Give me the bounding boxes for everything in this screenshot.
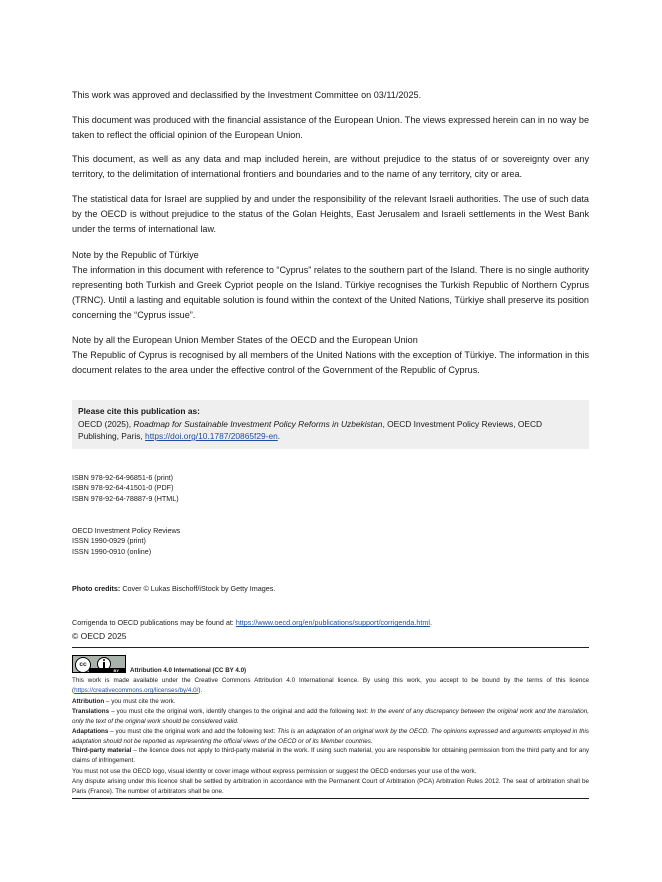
- adaptations-italic: This is an adaptation of an original work by the OECD. The opinions expressed and arguments employed in this adaptation should not be reported as representing the official views of the OECD or of its Member countries.: [72, 728, 589, 745]
- license-intro-text: This work is made available under the Creative Commons Attribution 4.0 International licence. By using this work, you accept to be bound by the terms of this licence (: [72, 677, 589, 694]
- citation-doi-link[interactable]: https://doi.org/10.1787/20865f29-en: [145, 431, 278, 441]
- citation-heading: Please cite this publication as:: [78, 406, 200, 416]
- turkiye-note-heading: Note by the Republic of Türkiye: [72, 250, 199, 260]
- cc-by-badge-icon: [72, 655, 126, 673]
- license-adaptations: [72, 727, 589, 747]
- citation-title: Roadmap for Sustainable Investment Policy Reforms in Uzbekistan: [133, 418, 383, 429]
- license-title: Attribution 4.0 International (CC BY 4.0): [130, 667, 247, 674]
- series-block: [72, 526, 180, 557]
- approval-statement: This work was approved and declassified by the Investment Committee on 03/11/2025.: [72, 90, 422, 100]
- issn-online: ISSN 1990-0910 (online): [72, 546, 152, 556]
- photo-credits-text: Cover © Lukas Bischoff/iStock by Getty Images.: [120, 584, 276, 593]
- citation-box: [72, 400, 589, 449]
- isbn-block: [72, 473, 179, 504]
- adaptations-label: Adaptations: [72, 728, 109, 735]
- translations-italic: In the event of any discrepancy between the original work and the translation, only the text of the original work should be considered valid.: [72, 708, 589, 725]
- eu-member-states-note: [72, 333, 589, 378]
- territory-disclaimer: This document, as well as any data and map included herein, are without prejudice to the status of or sovereignty over any territory, to the delimitation of international frontiers and boundaries and to the name of any territory, city or area.: [72, 154, 589, 179]
- license-third-party: [72, 746, 589, 766]
- eu-disclaimer: This document was produced with the financial assistance of the European Union. The views expressed herein can in no way be taken to reflect the official opinion of the European Union.: [72, 115, 589, 140]
- photo-credits: [72, 584, 275, 594]
- corrigenda-note: [72, 618, 432, 628]
- photo-credits-label: Photo credits:: [72, 584, 121, 593]
- eu-note-body: The Republic of Cyprus is recognised by all members of the United Nations with the exception of Türkiye. The information in this document relates to the area under the effective control of the Government of the Republic of Cyprus.: [72, 350, 589, 375]
- license-dispute: Any dispute arising under this licence shall be settled by arbitration in accordance with the Permanent Court of Arbitration (PCA) Arbitration Rules 2012. The seat of arbitration shall be Paris (France). The number of arbitrators shall be one.: [72, 778, 589, 795]
- adaptations-text: – you must cite the original work and add the following text:: [108, 728, 278, 735]
- citation-author-year: OECD (2025),: [78, 418, 134, 429]
- issn-print: ISSN 1990-0929 (print): [72, 536, 146, 546]
- license-attribution: [72, 697, 589, 707]
- divider-top: [72, 647, 589, 648]
- copyright: © OECD 2025: [72, 631, 127, 641]
- citation-text: [78, 418, 583, 443]
- corrigenda-end: .: [429, 618, 432, 627]
- turkiye-note: [72, 248, 589, 323]
- corrigenda-link[interactable]: https://www.oecd.org/en/publications/support/corrigenda.html: [235, 618, 430, 627]
- third-party-text: – the licence does not apply to third-party material in the work. If using such material, you are responsible for obtaining permission from the third party and for any claims of infringement.: [72, 747, 589, 764]
- license-intro: [72, 676, 589, 696]
- license-url-link[interactable]: https://creativecommons.org/licenses/by/4.0/: [74, 687, 199, 694]
- isbn-html: ISBN 978-92-64-78887-9 (HTML): [72, 493, 179, 503]
- eu-note-heading: Note by all the European Union Member States of the OECD and the European Union: [72, 335, 418, 345]
- citation-end: .: [277, 431, 281, 441]
- attribution-label: Attribution: [72, 698, 105, 705]
- israel-data-note: The statistical data for Israel are supplied by and under the responsibility of the relevant Israeli authorities. The use of such data by the OECD is without prejudice to the status of the Golan Heights, East Jerusalem and Israeli settlements in the West Bank under the terms of international law.: [72, 194, 589, 234]
- translations-label: Translations: [72, 708, 110, 715]
- license-intro-end: ).: [198, 687, 203, 694]
- isbn-pdf: ISBN 978-92-64-41501-0 (PDF): [72, 483, 174, 493]
- license-translations: [72, 707, 589, 727]
- translations-text: – you must cite the original work, identify changes to the original and add the following text:: [109, 708, 371, 715]
- isbn-print: ISBN 978-92-64-96851-6 (print): [72, 473, 174, 482]
- cc-icon: cc: [75, 657, 91, 673]
- citation-publisher: , OECD Investment Policy Reviews, OECD Publishing, Paris,: [78, 418, 543, 441]
- divider-bottom: [72, 798, 589, 799]
- corrigenda-text: Corrigenda to OECD publications may be found at:: [72, 618, 236, 627]
- series-name: OECD Investment Policy Reviews: [72, 526, 181, 535]
- by-label: BY: [113, 668, 119, 673]
- turkiye-note-body: The information in this document with reference to “Cyprus” relates to the southern part of the Island. There is no single authority representing both Turkish and Greek Cypriot people on the Island. Türkiye recognises the Turkish Republic of Northern Cyprus (TRNC). Until a lasting and equitable solution is found within the context of the United Nations, Türkiye shall preserve its position concerning the “Cyprus issue”.: [72, 265, 589, 320]
- license-logo-use: You must not use the OECD logo, visual identity or cover image without express permission or suggest the OECD endorses your use of the work.: [72, 768, 477, 775]
- attribution-text: – you must cite the work.: [104, 698, 176, 705]
- third-party-label: Third-party material: [72, 747, 132, 754]
